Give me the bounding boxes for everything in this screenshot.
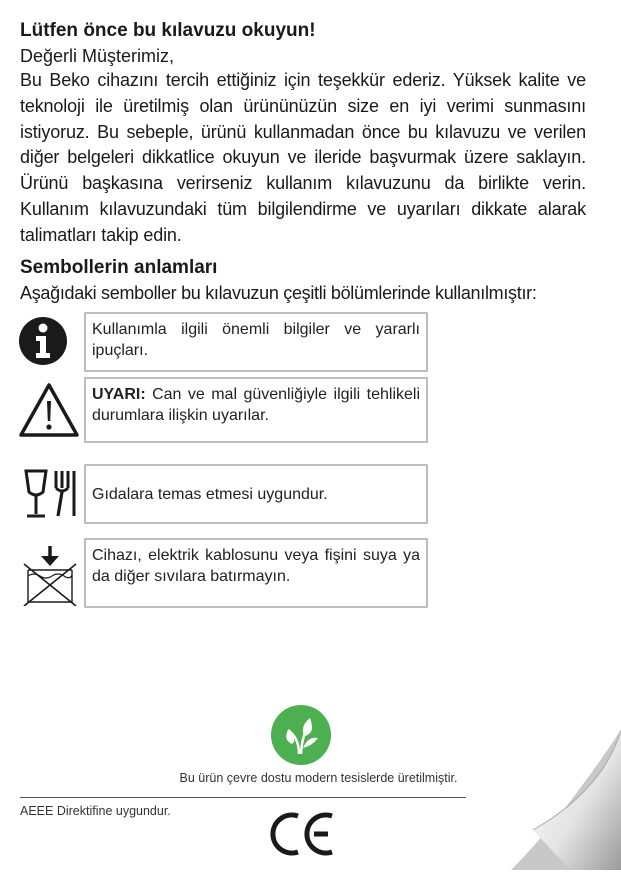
info-icon — [18, 316, 68, 371]
symbol-row-info — [18, 312, 428, 372]
eco-statement: Bu ürün çevre dostu modern tesislerde üretilmiştir. — [179, 771, 458, 785]
symbols-subheading: Aşağıdaki semboller bu kılavuzun çeşitli bölümlerinde kullanılmıştır: — [20, 282, 537, 303]
symbol-box-food-safe — [84, 464, 428, 524]
page-curl — [511, 730, 621, 875]
symbol-text: Cihazı, elektrik kablosunu veya fişini suya ya da diğer sıvılara batırmayın. — [92, 547, 420, 585]
symbol-text: Can ve mal güvenliğiyle ilgili tehlikeli durumlara ilişkin uyarılar. — [92, 386, 420, 424]
symbol-box-do-not-immerse — [84, 538, 428, 608]
symbols-heading: Sembollerin anlamları — [20, 256, 218, 278]
eco-leaf-icon — [270, 704, 332, 771]
symbol-box-info — [84, 312, 428, 372]
warning-label: UYARI: — [92, 386, 146, 403]
divider — [20, 797, 466, 798]
do-not-immerse-icon — [22, 544, 78, 611]
page-title: Lütfen önce bu kılavuzu okuyun! — [20, 20, 316, 41]
intro-section — [20, 18, 586, 306]
food-safe-icon — [22, 468, 78, 525]
aeee-statement: AEEE Direktifine uygundur. — [20, 804, 171, 818]
symbol-row-do-not-immerse — [18, 538, 428, 608]
symbol-text: Gıdalara temas etmesi uygundur. — [92, 486, 328, 503]
intro-paragraph: Bu Beko cihazını tercih ettiğiniz için teşekkür ederiz. Yüksek kalite ve teknoloji ile üretilmiş olan ürününüzün size en iyi verimi sunmasını istiyoruz. Bu sebeple, ürünü kullanmadan önce bu kılavuzu ve verilen diğer belgeleri dikkatlice okuyun ve ileride başvurmak üzere saklayın. Ürünü başkasına verirseniz kullanım kılavuzunu da birlikte verin. Kullanım kılavuzundaki tüm bilgilendirme ve uyarıları dikkate alarak talimatları takip edin. — [20, 70, 586, 245]
symbol-text: Kullanımla ilgili önemli bilgiler ve yararlı ipuçları. — [92, 321, 420, 359]
warning-icon — [18, 381, 80, 444]
symbol-row-warning — [18, 377, 428, 443]
symbol-row-food-safe — [18, 464, 428, 524]
ce-mark-icon — [268, 812, 336, 861]
salutation: Değerli Müşterimiz, — [20, 46, 175, 66]
symbol-box-warning — [84, 377, 428, 443]
